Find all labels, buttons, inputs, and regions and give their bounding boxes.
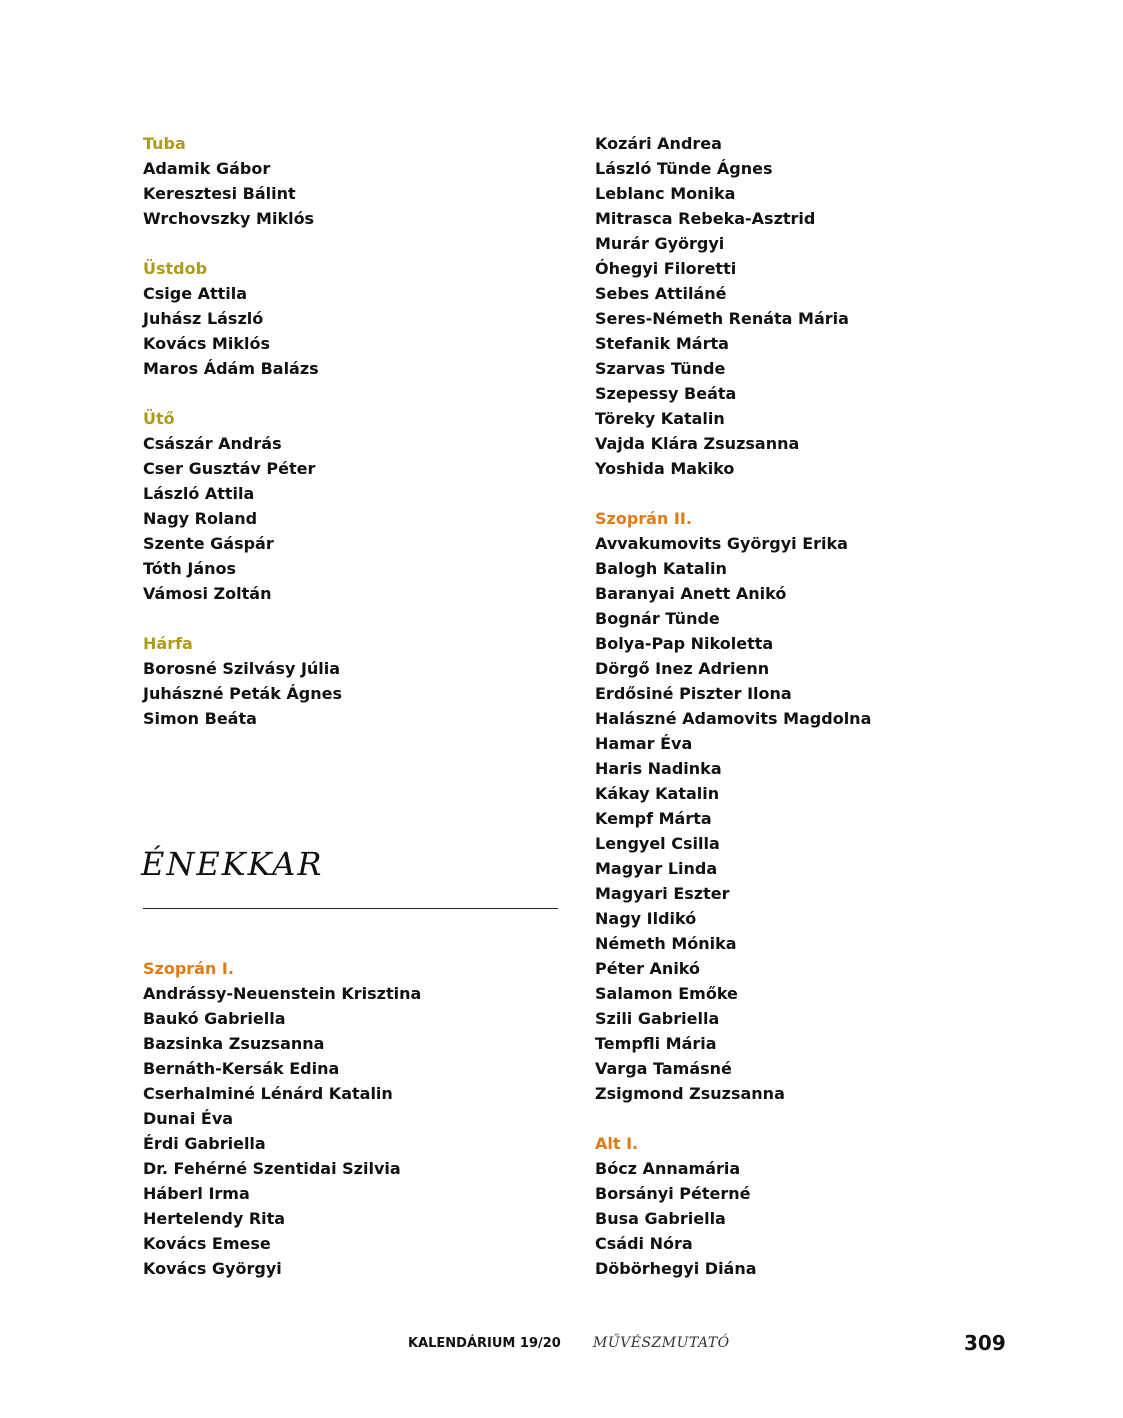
member-name: Tempfli Mária: [595, 1034, 717, 1053]
member-name: Nagy Roland: [143, 509, 258, 528]
footer-publication: KALENDÁRIUM 19/20: [408, 1336, 561, 1351]
member-name: Kempf Márta: [595, 809, 712, 828]
member-name: Szili Gabriella: [595, 1009, 720, 1028]
member-name: Vajda Klára Zsuzsanna: [595, 434, 800, 453]
member-name: Simon Beáta: [143, 709, 257, 728]
member-name: Kovács Györgyi: [143, 1259, 282, 1278]
member-name: László Attila: [143, 484, 255, 503]
roster-section: [595, 506, 1015, 1106]
member-name: Borsányi Péterné: [595, 1184, 751, 1203]
member-name: Bazsinka Zsuzsanna: [143, 1034, 325, 1053]
member-name: Andrássy-Neuenstein Krisztina: [143, 984, 422, 1003]
member-name: Kovács Emese: [143, 1234, 271, 1253]
member-name: Avvakumovits Györgyi Erika: [595, 534, 848, 553]
section-title: Tuba: [143, 134, 186, 153]
member-name: Sebes Attiláné: [595, 284, 727, 303]
member-name: Lengyel Csilla: [595, 834, 720, 853]
member-name: Szarvas Tünde: [595, 359, 726, 378]
member-name: Hertelendy Rita: [143, 1209, 286, 1228]
choir-heading: ÉNEKKAR: [141, 845, 324, 883]
member-name: Cserhalminé Lénárd Katalin: [143, 1084, 393, 1103]
member-name: Szepessy Beáta: [595, 384, 737, 403]
member-name: Yoshida Makiko: [595, 459, 735, 478]
left-column-orchestra: [143, 131, 563, 756]
roster-section: [595, 131, 1015, 481]
member-name: Wrchovszky Miklós: [143, 209, 315, 228]
member-name: Óhegyi Filoretti: [595, 259, 737, 278]
member-name: Magyar Linda: [595, 859, 718, 878]
member-name: Juhász László: [143, 309, 264, 328]
member-name: Mitrasca Rebeka-Asztrid: [595, 209, 816, 228]
member-name: Vámosi Zoltán: [143, 584, 272, 603]
member-name: Tóth János: [143, 559, 237, 578]
roster-section: [143, 406, 563, 606]
member-name: Balogh Katalin: [595, 559, 727, 578]
roster-section: [143, 131, 563, 231]
roster-section: [595, 1131, 1015, 1281]
member-name: Csige Attila: [143, 284, 248, 303]
section-title: Hárfa: [143, 634, 193, 653]
member-name: Baukó Gabriella: [143, 1009, 286, 1028]
footer-section-title: MŰVÉSZMUTATÓ: [593, 1335, 730, 1351]
roster-section: [143, 631, 563, 731]
member-name: Nagy Ildikó: [595, 909, 697, 928]
member-name: Baranyai Anett Anikó: [595, 584, 787, 603]
member-name: Érdi Gabriella: [143, 1134, 266, 1153]
member-name: Hamar Éva: [595, 734, 693, 753]
member-name: Leblanc Monika: [595, 184, 736, 203]
member-name: Keresztesi Bálint: [143, 184, 296, 203]
member-name: Magyari Eszter: [595, 884, 730, 903]
member-name: Kákay Katalin: [595, 784, 720, 803]
roster-section: [143, 256, 563, 381]
right-column-choir: [595, 131, 1015, 1306]
choir-column: [143, 956, 563, 1306]
member-name: Haris Nadinka: [595, 759, 722, 778]
member-name: Kozári Andrea: [595, 134, 722, 153]
member-name: Cser Gusztáv Péter: [143, 459, 316, 478]
member-name: Murár Györgyi: [595, 234, 725, 253]
section-title: Szoprán II.: [595, 509, 692, 528]
member-name: Salamon Emőke: [595, 984, 738, 1003]
section-title: Alt I.: [595, 1134, 639, 1153]
member-name: Seres-Németh Renáta Mária: [595, 309, 849, 328]
member-name: Maros Ádám Balázs: [143, 359, 319, 378]
member-name: Bolya-Pap Nikoletta: [595, 634, 774, 653]
section-title: Szoprán I.: [143, 959, 234, 978]
member-name: Stefanik Márta: [595, 334, 729, 353]
member-name: Háberl Irma: [143, 1184, 250, 1203]
member-name: Csádi Nóra: [595, 1234, 693, 1253]
member-name: Bognár Tünde: [595, 609, 720, 628]
section-title: Üstdob: [143, 259, 208, 278]
member-name: Adamik Gábor: [143, 159, 271, 178]
roster-section: [143, 956, 563, 1281]
member-name: Dörgő Inez Adrienn: [595, 659, 770, 678]
member-name: Németh Mónika: [595, 934, 737, 953]
member-name: Döbörhegyi Diána: [595, 1259, 757, 1278]
member-name: Juhászné Peták Ágnes: [143, 684, 343, 703]
member-name: Bernáth-Kersák Edina: [143, 1059, 340, 1078]
section-title: Ütő: [143, 409, 175, 428]
member-name: Császár András: [143, 434, 282, 453]
member-name: Bócz Annamária: [595, 1159, 741, 1178]
member-name: Borosné Szilvásy Júlia: [143, 659, 341, 678]
member-name: Halászné Adamovits Magdolna: [595, 709, 872, 728]
member-name: Zsigmond Zsuzsanna: [595, 1084, 785, 1103]
heading-divider: [143, 908, 558, 909]
member-name: Kovács Miklós: [143, 334, 270, 353]
member-name: Varga Tamásné: [595, 1059, 732, 1078]
member-name: Busa Gabriella: [595, 1209, 726, 1228]
member-name: Szente Gáspár: [143, 534, 274, 553]
member-name: Dunai Éva: [143, 1109, 234, 1128]
member-name: Töreky Katalin: [595, 409, 725, 428]
member-name: Dr. Fehérné Szentidai Szilvia: [143, 1159, 401, 1178]
page-number: 309: [964, 1331, 1006, 1355]
member-name: László Tünde Ágnes: [595, 159, 773, 178]
member-name: Erdősiné Piszter Ilona: [595, 684, 792, 703]
member-name: Péter Anikó: [595, 959, 700, 978]
